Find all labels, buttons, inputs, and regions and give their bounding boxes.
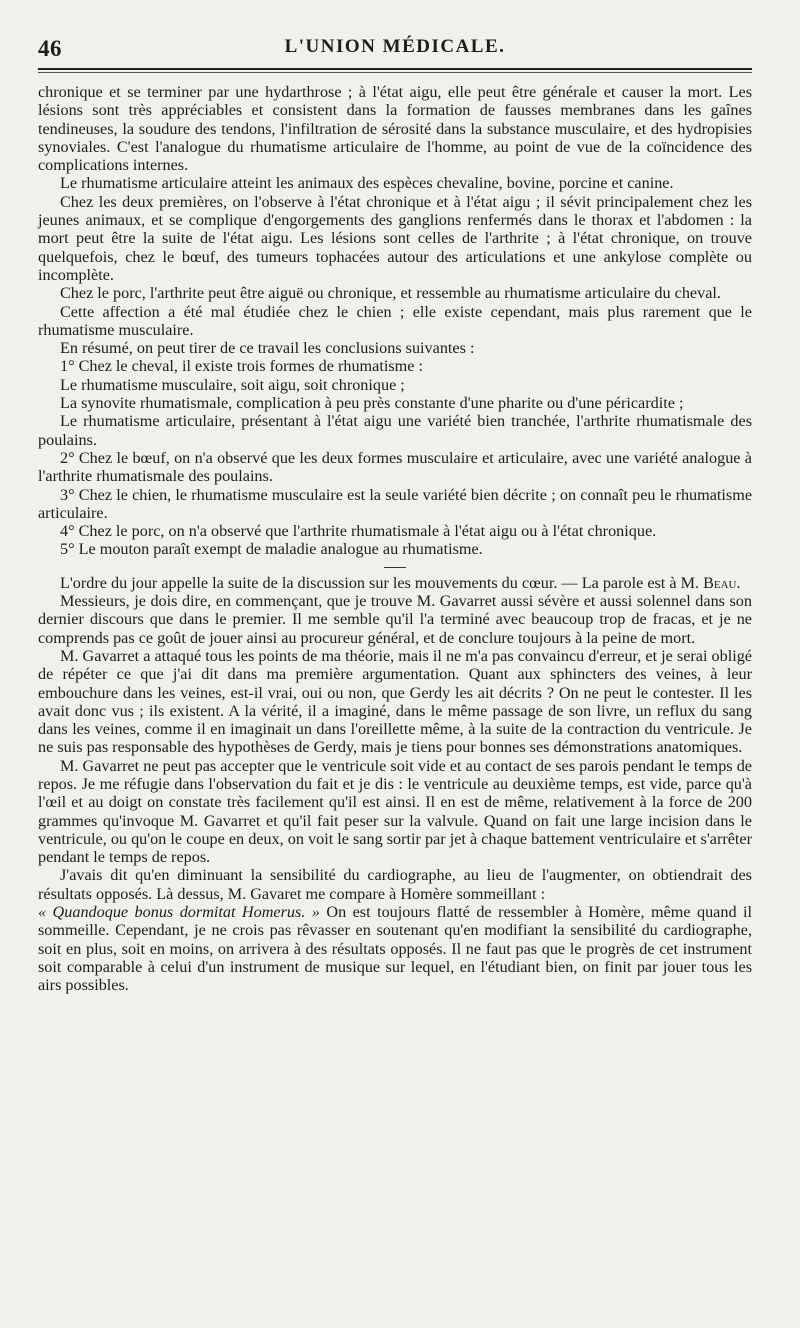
- agenda-text: L'ordre du jour appelle la suite de la discussion sur les mouvements du cœur. — La parole est à: [60, 573, 677, 592]
- paragraph: Le rhumatisme articulaire atteint les animaux des espèces chevaline, bovine, porcine et canine.: [60, 174, 674, 193]
- conclusion-item: 2° Chez le bœuf, on n'a observé que les deux formes musculaire et articulaire, avec une variété analogue à l'arthrite rhumatismale des poulains.: [38, 448, 752, 486]
- conclusion-item: 5° Le mouton paraît exempt de maladie analogue au rhumatisme.: [60, 540, 483, 559]
- header-rule: [38, 68, 752, 73]
- speech-paragraph: M. Gavarret a attaqué tous les points de ma théorie, mais il ne m'a pas convaincu d'erreur, et je serai obligé de répéter ce que j'ai dit dans ma première argumentation. Quant aux sphincters des veines, à leur embouchure dans les veines, est-il vrai, oui ou non, que Gerdy les ait décrits ? On ne peut le contester. Il les avait donc vus ; ils existent. A la vérité, il a imaginé, dans le même passage de son livre, un reflux du sang dans les veines, comme il en imaginait un dans l'oreillette même, à la suite de la contraction du ventricule. Je ne suis pas responsable des hypothèses de Gerdy, mais je tiens pour bonnes ses démonstrations anatomiques.: [38, 646, 752, 757]
- paragraph: Chez les deux premières, on l'observe à l'état chronique et à l'état aigu ; il sévit principalement chez les jeunes animaux, et se complique d'engorgements des ganglions renfermés dans le thorax et l'abdomen : la mort peut être la suite de l'état aigu. Les lésions sont celles de l'arthrite ; à l'état chronique, on trouve quelquefois, chez le bœuf, des tumeurs tophacées autour des articulations et une ankylose complète ou incomplète.: [38, 192, 752, 284]
- conclusion-item: 1° Chez le cheval, il existe trois formes de rhumatisme :: [60, 357, 423, 376]
- conclusion-item: 4° Chez le porc, on n'a observé que l'arthrite rhumatismale à l'état aigu ou à l'état chronique.: [60, 522, 657, 541]
- speech-paragraph: Messieurs, je dois dire, en commençant, que je trouve M. Gavarret aussi sévère et aussi solennel dans son dernier discours que dans le premier. Il me semble qu'il l'a terminé avec beaucoup trop de fracas, et je ne comprends pas ce goût de jouer ainsi au procureur général, et de conclure toujours à la peine de mort.: [38, 592, 752, 647]
- latin-quote: « Quandoque bonus dormitat Homerus. »: [38, 903, 320, 922]
- speech-paragraph-continued: [38, 903, 752, 994]
- article-body: [38, 83, 752, 995]
- conclusion-item: Le rhumatisme musculaire, soit aigu, soit chronique ;: [60, 375, 405, 394]
- page-number: 46: [38, 36, 62, 61]
- speech-paragraph: M. Gavarret ne peut pas accepter que le ventricule soit vide et au contact de ses parois pendant le temps de repos. Je me réfugie dans l'observation du fait et je dis : le ventricule au deuxième temps, est vide, parce qu'à l'œil et au doigt on constate très facilement qu'il est ainsi. Il en est de même, relativement à la force de 200 grammes qu'invoque M. Gavarret et qu'il fait peser sur la valvule. Quand on fait une large incision dans le ventricule, ou qu'on le coupe en deux, on voit le sang sortir par jet à chaque battement ventriculaire et s'arrêter pendant le temps de repos.: [38, 756, 752, 867]
- agenda-paragraph: [38, 574, 752, 592]
- speech-paragraph: J'avais dit qu'en diminuant la sensibilité du cardiographe, au lieu de l'augmenter, on obtiendrait des résultats opposés. Là dessus, M. Gavaret me compare à Homère sommeillant :: [38, 866, 752, 903]
- paragraph: chronique et se terminer par une hydarthrose ; à l'état aigu, elle peut être générale et causer la mort. Les lésions sont très appréciables et consistent dans la formation de fausses membranes dans les gaînes tendineuses, la soudure des tendons, l'infiltration de sérosité dans la substance musculaire, et des hydropisies synoviales. C'est l'analogue du rhumatisme articulaire de l'homme, au point de vue de la coïncidence des complications internes.: [38, 83, 752, 175]
- conclusion-item: La synovite rhumatismale, complication à peu près constante d'une pharite ou d'une péricardite ;: [60, 394, 684, 413]
- page-header: [38, 30, 752, 64]
- conclusion-item: 3° Chez le chien, le rhumatisme musculaire est la seule variété bien décrite ; on connaît peu le rhumatisme articulaire.: [38, 485, 752, 522]
- paragraph: Chez le porc, l'arthrite peut être aiguë ou chronique, et ressemble au rhumatisme articulaire du cheval.: [60, 284, 721, 303]
- section-separator: [384, 567, 406, 568]
- speaker-name: M. Beau.: [680, 573, 741, 592]
- running-title: L'UNION MÉDICALE.: [284, 36, 506, 57]
- paragraph: En résumé, on peut tirer de ce travail les conclusions suivantes :: [60, 339, 475, 358]
- paragraph: Cette affection a été mal étudiée chez le chien ; elle existe cependant, mais plus rarement que le rhumatisme musculaire.: [38, 302, 752, 339]
- speech-text: On est toujours flatté de ressembler à Homère, même quand il sommeille. Cependant, je ne crois pas rêvasser en soutenant qu'en modifiant la sensibilité du cardiographe, soit en plus, soit en moins, on arrivera à des résultats opposés. Il ne faut pas que le progrès de cet instrument soit comparable à celui d'un instrument de musique sur lequel, en l'étudiant bien, on finit par jouer tous les airs possibles.: [38, 903, 752, 995]
- conclusion-item: Le rhumatisme articulaire, présentant à l'état aigu une variété bien tranchée, l'arthrite rhumatismale des poulains.: [38, 412, 752, 449]
